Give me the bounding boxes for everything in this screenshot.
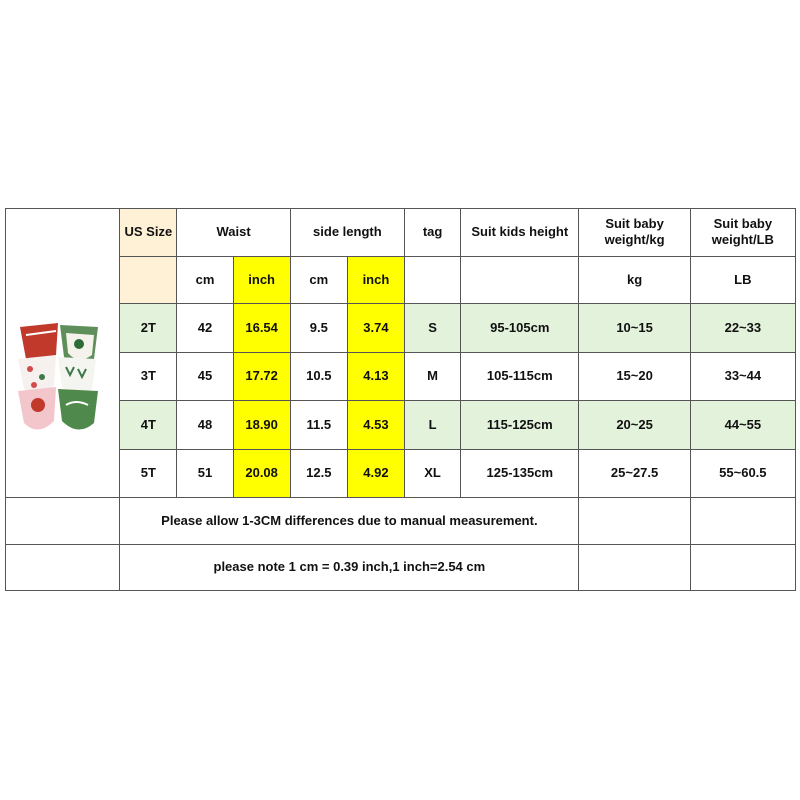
waist-inch-cell: 17.72 xyxy=(233,352,290,401)
unit-row xyxy=(6,256,796,304)
height-header: Suit kids height xyxy=(461,209,579,257)
header-row xyxy=(6,209,796,257)
lb-cell: 55~60.5 xyxy=(690,449,795,498)
height-cell: 125-135cm xyxy=(461,449,579,498)
waist-cm-cell: 45 xyxy=(177,352,233,401)
waist-inch-cell: 16.54 xyxy=(233,304,290,353)
tag-cell: L xyxy=(405,401,461,450)
product-image-cell xyxy=(6,209,120,498)
tag-cell: M xyxy=(405,352,461,401)
lb-cell: 33~44 xyxy=(690,352,795,401)
tag-cell: XL xyxy=(405,449,461,498)
tag-cell: S xyxy=(405,304,461,353)
table-row xyxy=(6,352,796,401)
note-empty-lb xyxy=(690,498,795,544)
conversion-note: please note 1 cm = 0.39 inch,1 inch=2.54 cm xyxy=(120,544,579,590)
note-blank-cell xyxy=(6,498,120,544)
waist-cm-cell: 48 xyxy=(177,401,233,450)
side-inch-cell: 4.53 xyxy=(347,401,404,450)
size-cell: 5T xyxy=(120,449,177,498)
note-empty-kg xyxy=(579,498,690,544)
measurement-note: Please allow 1-3CM differences due to manual measurement. xyxy=(120,498,579,544)
weight-kg-header: Suit baby weight/kg xyxy=(579,209,690,257)
side-inch-cell: 4.13 xyxy=(347,352,404,401)
side-cm-cell: 10.5 xyxy=(290,352,347,401)
size-cell: 3T xyxy=(120,352,177,401)
briefs-illustration xyxy=(6,209,120,491)
us-size-header: US Size xyxy=(120,209,177,257)
kg-cell: 10~15 xyxy=(579,304,690,353)
product-photo xyxy=(6,209,119,497)
side-cm-cell: 12.5 xyxy=(290,449,347,498)
waist-inch-cell: 20.08 xyxy=(233,449,290,498)
lb-cell: 44~55 xyxy=(690,401,795,450)
size-chart xyxy=(5,208,796,591)
table-row xyxy=(6,449,796,498)
side-inch-unit: inch xyxy=(347,256,404,304)
waist-cm-cell: 51 xyxy=(177,449,233,498)
side-inch-cell: 3.74 xyxy=(347,304,404,353)
height-cell: 105-115cm xyxy=(461,352,579,401)
kg-cell: 25~27.5 xyxy=(579,449,690,498)
note-row xyxy=(6,498,796,544)
side-inch-cell: 4.92 xyxy=(347,449,404,498)
side-cm-cell: 9.5 xyxy=(290,304,347,353)
height-cell: 115-125cm xyxy=(461,401,579,450)
note-empty-kg xyxy=(579,544,690,590)
waist-header: Waist xyxy=(177,209,290,257)
height-cell: 95-105cm xyxy=(461,304,579,353)
us-size-unit xyxy=(120,256,177,304)
waist-inch-cell: 18.90 xyxy=(233,401,290,450)
lb-unit: LB xyxy=(690,256,795,304)
weight-lb-header: Suit baby weight/LB xyxy=(690,209,795,257)
waist-inch-unit: inch xyxy=(233,256,290,304)
side-cm-cell: 11.5 xyxy=(290,401,347,450)
side-cm-unit: cm xyxy=(290,256,347,304)
waist-cm-unit: cm xyxy=(177,256,233,304)
lb-cell: 22~33 xyxy=(690,304,795,353)
size-cell: 2T xyxy=(120,304,177,353)
kg-unit: kg xyxy=(579,256,690,304)
kg-cell: 15~20 xyxy=(579,352,690,401)
tag-unit xyxy=(405,256,461,304)
tag-header: tag xyxy=(405,209,461,257)
waist-cm-cell: 42 xyxy=(177,304,233,353)
kg-cell: 20~25 xyxy=(579,401,690,450)
side-length-header: side length xyxy=(290,209,404,257)
size-cell: 4T xyxy=(120,401,177,450)
note-empty-lb xyxy=(690,544,795,590)
note-row xyxy=(6,544,796,590)
table-row xyxy=(6,304,796,353)
note-blank-cell xyxy=(6,544,120,590)
table-row xyxy=(6,401,796,450)
height-unit xyxy=(461,256,579,304)
size-table xyxy=(5,208,796,591)
